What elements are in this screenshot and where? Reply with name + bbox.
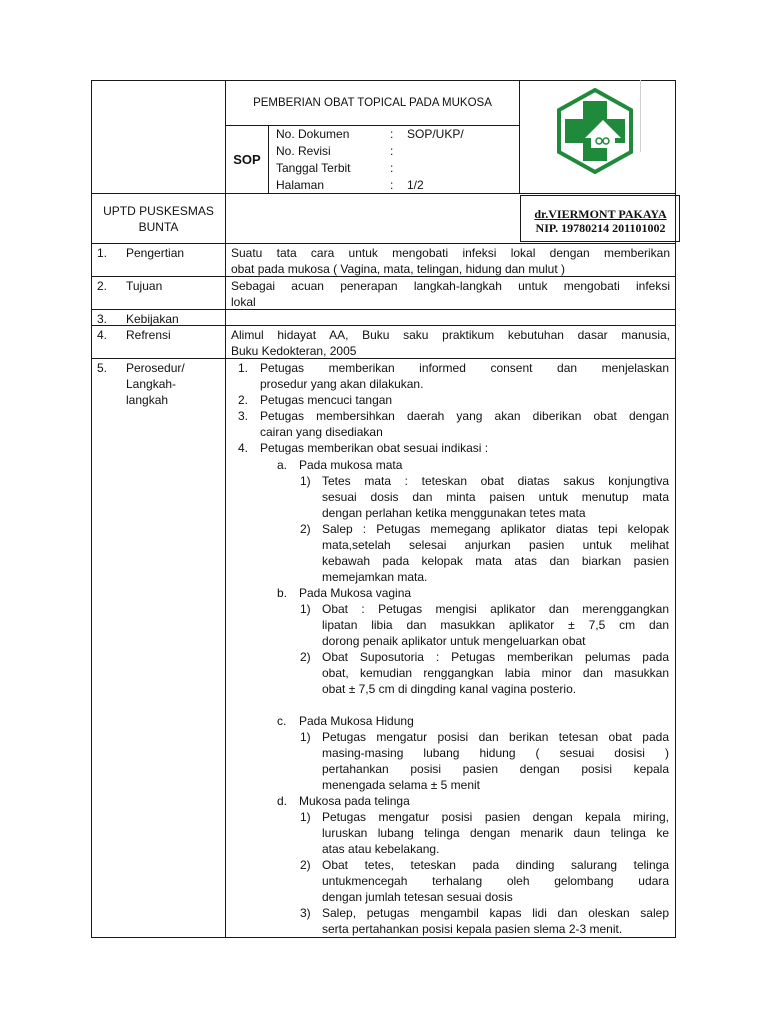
item-number: 1) xyxy=(300,730,311,744)
row-content-line: Alimul hidayat AA, Buku saku praktikum kebutuhan dasar manusia, xyxy=(231,328,670,342)
logo-inner-line xyxy=(640,80,641,152)
item-line: untukmencegah terhalang oleh gelombang udara xyxy=(322,874,669,888)
org-name-line2: BUNTA xyxy=(138,220,179,234)
step-line: Petugas mencuci tangan xyxy=(260,393,393,407)
item-number: 1) xyxy=(300,602,311,616)
item-line: serta pertahankan posisi kepala pasien slema 2-3 menit. xyxy=(322,922,623,936)
item-line: dengan perlahan ketika menggunakan tetes mata xyxy=(322,506,586,520)
field-label: Halaman xyxy=(276,178,325,192)
step-line: Petugas memberikan obat sesuai indikasi : xyxy=(260,441,489,455)
row-divider-header xyxy=(91,193,676,194)
row-divider-3 xyxy=(91,325,676,326)
field-separator: : xyxy=(390,161,394,175)
substep-letter: a. xyxy=(277,458,288,472)
row-label: Refrensi xyxy=(126,328,171,342)
signer-nip: NIP. 19780214 201101002 xyxy=(535,221,666,235)
row-label: Tujuan xyxy=(126,279,163,293)
field-value: SOP/UKP/ xyxy=(407,127,464,141)
row-number: 4. xyxy=(97,328,108,342)
row-divider-title xyxy=(225,125,520,126)
row-label: Pengertian xyxy=(126,246,185,260)
step-number: 4. xyxy=(238,441,249,455)
item-line: masing-masing lubang hidung ( sesuai dosisi ) xyxy=(322,746,669,760)
substep-letter: d. xyxy=(277,794,288,808)
item-line: dengan jumlah tetesan sesuai dosis xyxy=(322,890,513,904)
item-line: dorong penaik aplikator untuk mengeluarkan obat xyxy=(322,634,586,648)
row-label: Perosedur/ xyxy=(126,361,185,375)
item-line: luruskan lubang telinga dengan menarik daun telinga ke xyxy=(322,826,669,840)
col-divider-2 xyxy=(519,80,520,194)
item-line: lipatan libia dan masukkan aplikator ± 7,5 cm dan xyxy=(322,618,669,632)
item-line: pertahankan posisi pasien dengan posisi kepala xyxy=(322,762,669,776)
substep-title: Pada Mukosa Hidung xyxy=(299,714,414,728)
item-line: obat ± 7,5 cm di dingding kanal vagina posterio. xyxy=(322,682,577,696)
item-number: 1) xyxy=(300,474,311,488)
item-line: Salep, petugas mengambil kapas lidi dan oleskan salep xyxy=(322,906,669,920)
substep-title: Mukosa pada telinga xyxy=(299,794,410,808)
table-border-bottom xyxy=(91,937,676,938)
row-number: 5. xyxy=(97,361,108,375)
item-number: 3) xyxy=(300,906,311,920)
item-line: Petugas mengatur posisi dan berikan tetesan obat pada xyxy=(322,730,669,744)
puskesmas-logo-icon xyxy=(555,88,635,174)
step-line: Petugas memberikan informed consent dan menjelaskan xyxy=(260,361,669,375)
item-line: menengada selama ± 5 menit xyxy=(322,778,481,792)
step-line: Petugas membersihkan daerah yang akan diberikan obat dengan xyxy=(260,409,669,423)
row-content-line: Buku Kedokteran, 2005 xyxy=(231,344,357,358)
item-line: Obat tetes, teteskan pada dinding salurang telinga xyxy=(322,858,669,872)
substep-letter: c. xyxy=(277,714,287,728)
substep-title: Pada Mukosa vagina xyxy=(299,586,412,600)
item-line: sesuai dosis dan minta paisen untuk menutup mata xyxy=(322,490,669,504)
field-value: 1/2 xyxy=(407,178,424,192)
row-label: langkah xyxy=(126,393,169,407)
field-label: No. Dokumen xyxy=(276,127,350,141)
row-content-line: lokal xyxy=(231,295,256,309)
row-number: 1. xyxy=(97,246,108,260)
field-separator: : xyxy=(390,178,394,192)
item-line: Tetes mata : teteskan obat diatas sakus konjungtiva xyxy=(322,474,669,488)
row-divider-org xyxy=(91,243,676,244)
item-line: Obat : Petugas mengisi aplikator dan merenggangkan xyxy=(322,602,669,616)
document-title: PEMBERIAN OBAT TOPICAL PADA MUKOSA xyxy=(253,97,492,109)
step-line: cairan yang disediakan xyxy=(260,425,383,439)
col-divider-sop xyxy=(268,125,269,194)
row-label: Kebijakan xyxy=(126,312,179,326)
row-content-line: Sebagai acuan penerapan langkah-langkah untuk mengobati infeksi xyxy=(231,279,670,293)
signer-name: dr.VIERMONT PAKAYA xyxy=(534,207,667,221)
item-line: mata,setelah selesai anjurkan pasien untuk melihat xyxy=(322,538,669,552)
org-name: UPTD PUSKESMAS xyxy=(103,204,214,218)
table-border-top xyxy=(91,80,676,81)
row-content-line: Suatu tata cara untuk mengobati infeksi lokal dengan memberikan xyxy=(231,246,670,260)
row-content-line: obat pada mukosa ( Vagina, mata, telingan, hidung dan mulut ) xyxy=(231,262,565,276)
item-line: Petugas mengatur posisi pasien dengan kepala miring, xyxy=(322,810,669,824)
step-number: 1. xyxy=(238,361,249,375)
field-separator: : xyxy=(390,127,394,141)
item-number: 2) xyxy=(300,522,311,536)
step-number: 2. xyxy=(238,393,249,407)
item-line: memejamkan mata. xyxy=(322,570,428,584)
item-number: 2) xyxy=(300,858,311,872)
item-line: atas atau kebelakang. xyxy=(322,842,440,856)
step-number: 3. xyxy=(238,409,249,423)
row-number: 3. xyxy=(97,312,108,326)
substep-letter: b. xyxy=(277,586,288,600)
row-number: 2. xyxy=(97,279,108,293)
row-divider-4 xyxy=(91,358,676,359)
row-label: Langkah- xyxy=(126,377,177,391)
item-line: Obat Suposutoria : Petugas memberikan pelumas pada xyxy=(322,650,669,664)
item-line: obat, kemudian renggangkan labia minor dan masukkan xyxy=(322,666,669,680)
item-number: 1) xyxy=(300,810,311,824)
col-divider-1 xyxy=(225,80,226,938)
field-label: Tanggal Terbit xyxy=(276,161,351,175)
substep-title: Pada mukosa mata xyxy=(299,458,403,472)
field-label: No. Revisi xyxy=(276,144,331,158)
step-line: prosedur yang akan dilakukan. xyxy=(260,377,424,391)
field-separator: : xyxy=(390,144,394,158)
row-divider-2 xyxy=(91,309,676,310)
item-line: kebawah pada kelopak mata atas dan biarkan pasien xyxy=(322,554,669,568)
sop-label: SOP xyxy=(233,152,261,167)
item-line: Salep : Petugas memegang aplikator diatas tepi kelopak xyxy=(322,522,669,536)
item-number: 2) xyxy=(300,650,311,664)
